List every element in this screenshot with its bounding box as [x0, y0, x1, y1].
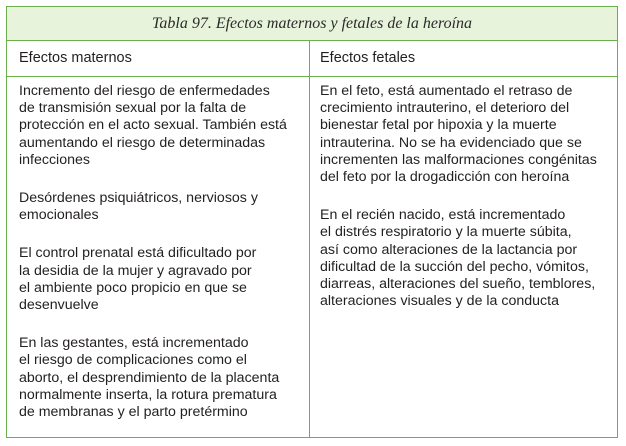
header-fetal-effects: Efectos fetales — [320, 50, 416, 66]
text-line: infecciones — [19, 151, 90, 168]
text-line: aumentando el riesgo de determinadas — [19, 134, 266, 151]
maternal-paragraph — [19, 245, 305, 314]
maternal-paragraph — [19, 83, 305, 169]
maternal-effects-cell — [19, 83, 305, 421]
text-line: Desórdenes psiquiátricos, nerviosos y — [19, 190, 258, 207]
column-divider — [309, 41, 310, 437]
maternal-paragraph — [19, 335, 305, 421]
table-header-row — [7, 41, 617, 77]
text-line: En el feto, está aumentado el retraso de — [320, 83, 573, 99]
effects-table — [6, 6, 618, 438]
text-line: el distrés respiratorio y la muerte súbita, — [320, 224, 572, 241]
text-line: de transmisión sexual por la falta de — [19, 100, 247, 117]
text-line: diarreas, alteraciones del sueño, temblores, — [320, 276, 596, 293]
text-line: protección en el acto sexual. También está — [19, 117, 287, 134]
text-line: dificultad de la succión del pecho, vómitos, — [320, 258, 589, 275]
text-line: así como alteraciones de la lactancia por — [320, 241, 578, 258]
header-maternal-effects: Efectos maternos — [19, 50, 132, 66]
text-line: alteraciones visuales y de la conducta — [320, 293, 559, 310]
text-line: de membranas y el parto pretérmino — [19, 404, 248, 421]
text-line: normalmente inserta, la rotura prematura — [19, 386, 277, 403]
text-line: la desidia de la mujer y agravado por — [19, 262, 252, 279]
text-line: desenvuelve — [19, 297, 99, 314]
text-line: incrementen las malformaciones congénitas — [320, 151, 597, 168]
fetal-effects-cell — [320, 83, 612, 310]
fetal-paragraph — [320, 207, 612, 310]
maternal-paragraph — [19, 190, 305, 224]
text-line: el riesgo de complicaciones como el — [19, 352, 247, 369]
text-line: emocionales — [19, 207, 99, 224]
text-line: bienestar fetal por hipoxia y la muerte — [320, 117, 557, 134]
text-line: En las gestantes, está incrementado — [19, 335, 249, 352]
text-line: aborto, el desprendimiento de la placenta — [19, 369, 280, 386]
text-line: Incremento del riesgo de enfermedades — [19, 83, 270, 99]
text-line: crecimiento intrauterino, el deterioro del — [320, 100, 570, 117]
text-line: En el recién nacido, está incrementado — [320, 207, 566, 224]
text-line: el ambiente poco propicio en que se — [19, 279, 247, 296]
fetal-paragraph — [320, 83, 612, 186]
text-line: El control prenatal está dificultado por — [19, 245, 257, 262]
table-caption: Tabla 97. Efectos maternos y fetales de la heroína — [7, 7, 617, 41]
text-line: del feto por la drogadicción con heroína — [320, 169, 570, 186]
text-line: intrauterina. No se ha evidenciado que se — [320, 134, 582, 151]
